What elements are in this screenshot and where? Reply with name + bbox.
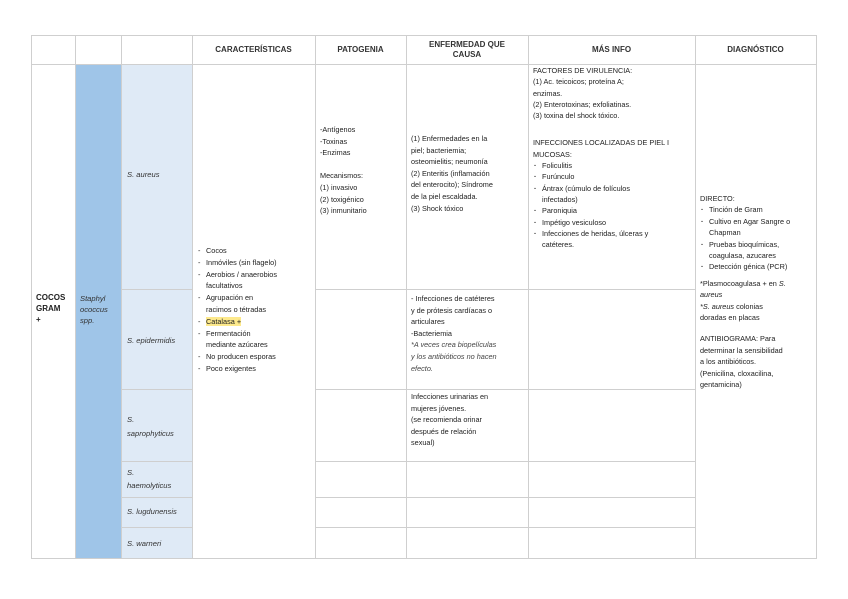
grid-line-bottom [31, 558, 817, 559]
species-aureus: S. aureus [127, 170, 160, 179]
grid-line-aureus-bottom [121, 289, 192, 290]
catalasa-highlight: Catalasa + [206, 316, 242, 326]
diagnostico-item: · Detección génica (PCR) [700, 261, 814, 272]
grid-line-v4 [315, 35, 316, 559]
enfermedad-epidermidis: - Infecciones de catéteres y de prótesis cardíacas o articulares -Bacteriemia *A veces crea biopelículas y los antibióticos no hacen efecto. [411, 294, 497, 373]
header-patogenia: PATOGENIA [337, 44, 384, 54]
species-epidermidis: S. epidermidis [127, 336, 176, 345]
infeccion-item: · Impétigo vesiculoso [533, 217, 693, 228]
diagnostico-note-2: *S. aureus colonias [700, 301, 763, 311]
caracteristica-item: - Poco exigentes [198, 363, 313, 375]
grid-line-lugd-bottom [121, 527, 192, 528]
caracteristica-item: - No producen esporas [198, 351, 313, 363]
grid-line-sapro-bottom-right [315, 461, 695, 462]
diagnostico-note-1: *Plasmocoagulasa + en S. [700, 278, 786, 288]
caracteristica-item: - Aerobios / anaerobios facultativos [198, 269, 313, 293]
group-label: COCOS GRAM + [36, 293, 66, 324]
infeccion-item: · Infecciones de heridas, úlceras y catéteres. [533, 228, 693, 251]
header-enfermedad: ENFERMEDAD QUE CAUSA [428, 39, 505, 59]
grid-line-v8 [816, 35, 817, 559]
species-lugdunensis: S. lugdunensis [127, 507, 177, 516]
grid-line-lugd-bottom-right [315, 527, 695, 528]
infeccion-item: · Ántrax (cúmulo de folículos infectados) [533, 183, 693, 206]
grid-line-v1 [75, 35, 76, 559]
mas-info-text: FACTORES DE VIRULENCIA: (1) Ac. teicoicos; proteína A; enzimas. (2) Enterotoxinas; exfoliatinas. (3) toxina del shock tóxico. INFECCIONES LOCALIZADAS DE PIEL I MUCOSAS: · Foliculitis · Furúnculo · Ántrax (cúmulo de folículos infectados) · Paroniquia · Impétigo vesiculoso · Infecciones de heridas, úlceras y catéteres. [533, 65, 693, 250]
grid-line-haemo-bottom [121, 497, 192, 498]
grid-line-v0 [31, 35, 32, 559]
caracteristica-item [198, 316, 313, 328]
grid-line-haemo-bottom-right [315, 497, 695, 498]
grid-line-v2 [121, 35, 122, 559]
diagnostico-item: · Tinción de Gram [700, 204, 814, 215]
patogenia-text: -Antígenos -Toxinas -Enzimas Mecanismos: (1) invasivo (2) toxigénico (3) inmunitario [320, 125, 367, 216]
enfermedad-aureus: (1) Enfermedades en la piel; bacteriemia; osteomielitis; neumonía (2) Enteritis (inflamación del enterocito); Síndrome de la piel escaldada. (3) Shock tóxico [411, 134, 493, 213]
header-mas-info: MÁS INFO [591, 44, 632, 54]
caracteristica-item: - Cocos [198, 245, 313, 257]
infeccion-item: · Furúnculo [533, 171, 693, 182]
grid-line-aureus-bottom-right [315, 289, 695, 290]
grid-line-epidermidis-bottom-right [315, 389, 695, 390]
species-warneri: S. warneri [127, 539, 162, 548]
genus-label: Staphyl ococcus spp. [80, 294, 108, 325]
grid-line-sapro-bottom [121, 461, 192, 462]
species-saprophyticus: S. saprophyticus [127, 415, 174, 438]
diagnostico-item: · Cultivo en Agar Sangre o Chapman [700, 216, 814, 239]
caracteristica-item: - Fermentación mediante azúcares [198, 328, 313, 352]
enfermedad-saprophyticus: Infecciones urinarias en mujeres jóvenes. (se recomienda orinar después de relación sexual) [411, 392, 489, 448]
header-diagnostico: DIAGNÓSTICO [727, 44, 784, 54]
grid-line-epidermidis-bottom [121, 389, 192, 390]
caracteristicas-list [198, 245, 313, 375]
caracteristica-item: - Agrupación en racimos o tétradas [198, 292, 313, 316]
grid-line-v6 [528, 35, 529, 559]
infeccion-item: · Paroniquia [533, 205, 693, 216]
grid-line-v3 [192, 35, 193, 559]
grid-line-header-bottom [31, 64, 817, 65]
caracteristica-item: - Inmóviles (sin flagelo) [198, 257, 313, 269]
diagnostico-text: DIRECTO: · Tinción de Gram · Cultivo en Agar Sangre o Chapman · Pruebas bioquímicas, coagulasa, azucares · Detección génica (PCR) *Plasmocoagulasa + en S. aureus *S. aureus colonias doradas en placas ANTIBIOGRAMA: Para determinar la sensibilidad a los antibióticos. (Penicilina, cloxacilina, gentamicina) [700, 193, 814, 391]
species-haemolyticus: S. haemolyticus [127, 468, 172, 490]
grid-line-v5 [406, 35, 407, 559]
grid-line-v7 [695, 35, 696, 559]
infeccion-item: · Foliculitis [533, 160, 693, 171]
diagnostico-item: · Pruebas bioquímicas, coagulasa, azucares [700, 239, 814, 262]
header-caracteristicas: CARACTERÍSTICAS [215, 44, 292, 54]
